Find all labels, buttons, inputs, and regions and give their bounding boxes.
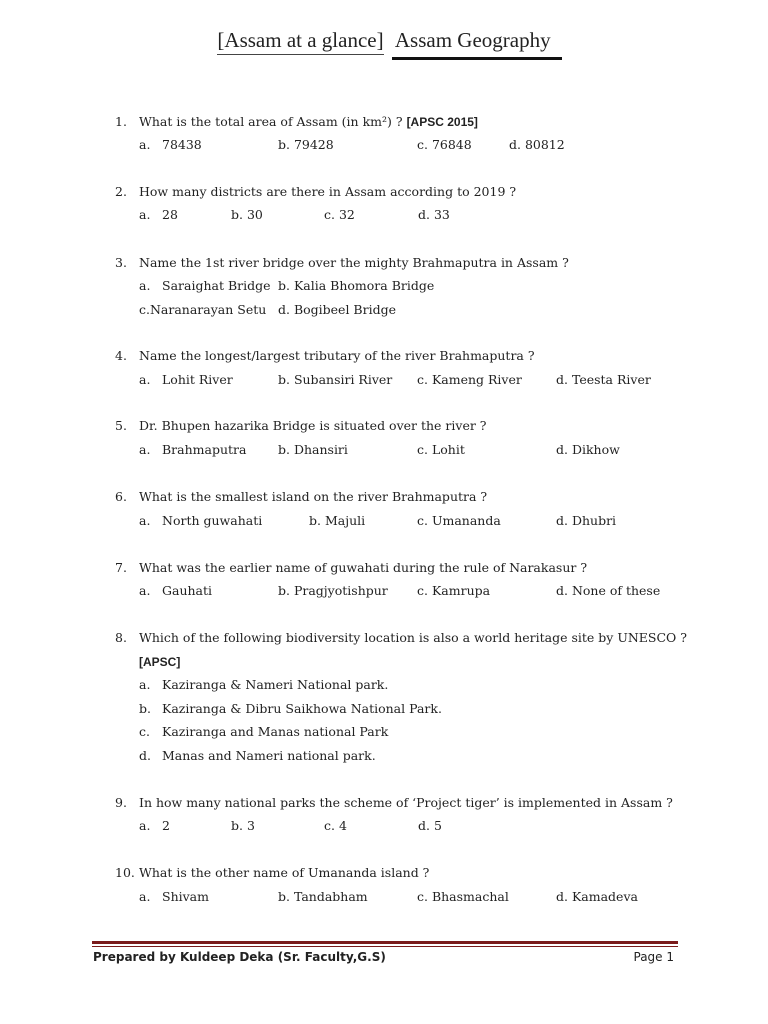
option-a: 78438 [162,137,202,152]
option-a: 2 [162,818,170,833]
question-text: What is the smallest island on the river Brahmaputra ? [139,489,488,504]
option-label: a. [139,278,151,293]
page-number: Page 1 [633,950,674,964]
question-tag: [APSC 2015] [406,115,478,129]
option-label: a. [139,889,151,904]
option-a: Shivam [162,889,209,904]
option-b: Kaziranga & Dibru Saikhowa National Park. [162,701,442,716]
question-5: 5. Dr. Bhupen hazarika Bridge is situated over the river ? [115,418,487,433]
footer-author: Prepared by Kuldeep Deka (Sr. Faculty,G.S) [93,950,386,964]
question-2: 2. How many districts are there in Assam according to 2019 ? [115,184,517,199]
question-text: What is the total area of Assam (in km²) ? [139,114,403,129]
option-d: d. 33 [418,207,450,222]
option-a: North guwahati [162,513,263,528]
option-c: c. Bhasmachal [417,889,509,904]
question-text: How many districts are there in Assam according to 2019 ? [139,184,517,199]
option-d: d. Teesta River [556,372,651,387]
option-label: a. [139,137,151,152]
question-text: Name the longest/largest tributary of the river Brahmaputra ? [139,348,535,363]
question-text: What is the other name of Umananda island ? [139,865,430,880]
question-6: 6. What is the smallest island on the river Brahmaputra ? [115,489,488,504]
option-c: c. 32 [324,207,355,222]
option-label: a. [139,677,151,692]
footer-divider [92,941,678,944]
option-b: b. Pragjyotishpur [278,583,388,598]
option-label: a. [139,513,151,528]
option-b: b. Tandabham [278,889,368,904]
option-label: a. [139,372,151,387]
option-d: d. Bogibeel Bridge [278,302,396,317]
option-a: 28 [162,207,178,222]
question-1: 1. What is the total area of Assam (in km²) ? [APSC 2015] [115,114,478,129]
question-10: 10. What is the other name of Umananda island ? [115,865,430,880]
option-d: d. Dhubri [556,513,617,528]
question-4: 4. Name the longest/largest tributary of the river Brahmaputra ? [115,348,535,363]
question-text: In how many national parks the scheme of ‘Project tiger’ is implemented in Assam ? [139,795,673,810]
option-a: Saraighat Bridge [162,278,271,293]
option-label: a. [139,442,151,457]
question-9: 9. In how many national parks the scheme of ‘Project tiger’ is implemented in Assam ? [115,795,673,810]
option-c: c. Kameng River [417,372,522,387]
title-part1: [Assam at a glance] [217,28,383,55]
option-label: d. [139,748,151,763]
option-b: b. Subansiri River [278,372,393,387]
option-a: Gauhati [162,583,213,598]
option-label: a. [139,207,151,222]
option-c: c. 4 [324,818,347,833]
option-a: Kaziranga & Nameri National park. [162,677,389,692]
option-d: d. None of these [556,583,661,598]
option-label: a. [139,583,151,598]
question-7: 7. What was the earlier name of guwahati during the rule of Narakasur ? [115,560,588,575]
question-text: Dr. Bhupen hazarika Bridge is situated over the river ? [139,418,487,433]
question-text: Name the 1st river bridge over the mighty Brahmaputra in Assam ? [139,255,569,270]
option-b: b. 3 [231,818,255,833]
question-text: Which of the following biodiversity location is also a world heritage site by UNESCO ? [139,630,687,645]
footer-divider-thin [92,946,678,947]
option-c: Kaziranga and Manas national Park [162,724,389,739]
question-3: 3. Name the 1st river bridge over the mighty Brahmaputra in Assam ? [115,255,569,270]
option-b: b. 79428 [278,137,334,152]
option-c: c. Umananda [417,513,501,528]
option-b: b. Kalia Bhomora Bridge [278,278,435,293]
title-underline [392,57,562,60]
option-a: Brahmaputra [162,442,247,457]
question-text: What was the earlier name of guwahati during the rule of Narakasur ? [139,560,588,575]
option-d: Manas and Nameri national park. [162,748,376,763]
question-8: 8. Which of the following biodiversity location is also a world heritage site by UNESCO ? [115,630,687,645]
question-tag: [APSC] [139,655,181,669]
option-label: c. [139,724,150,739]
option-d: d. 5 [418,818,442,833]
option-label: b. [139,701,151,716]
page-title [0,28,768,53]
option-c: c.Naranarayan Setu [139,302,267,317]
option-b: b. 30 [231,207,263,222]
option-d: d. 80812 [509,137,565,152]
option-c: c. 76848 [417,137,472,152]
option-label: a. [139,818,151,833]
title-part2: Assam Geography [394,28,551,52]
option-c: c. Lohit [417,442,465,457]
option-d: d. Dikhow [556,442,620,457]
option-b: b. Dhansiri [278,442,348,457]
option-c: c. Kamrupa [417,583,491,598]
option-d: d. Kamadeva [556,889,638,904]
option-a: Lohit River [162,372,233,387]
option-b: b. Majuli [309,513,366,528]
